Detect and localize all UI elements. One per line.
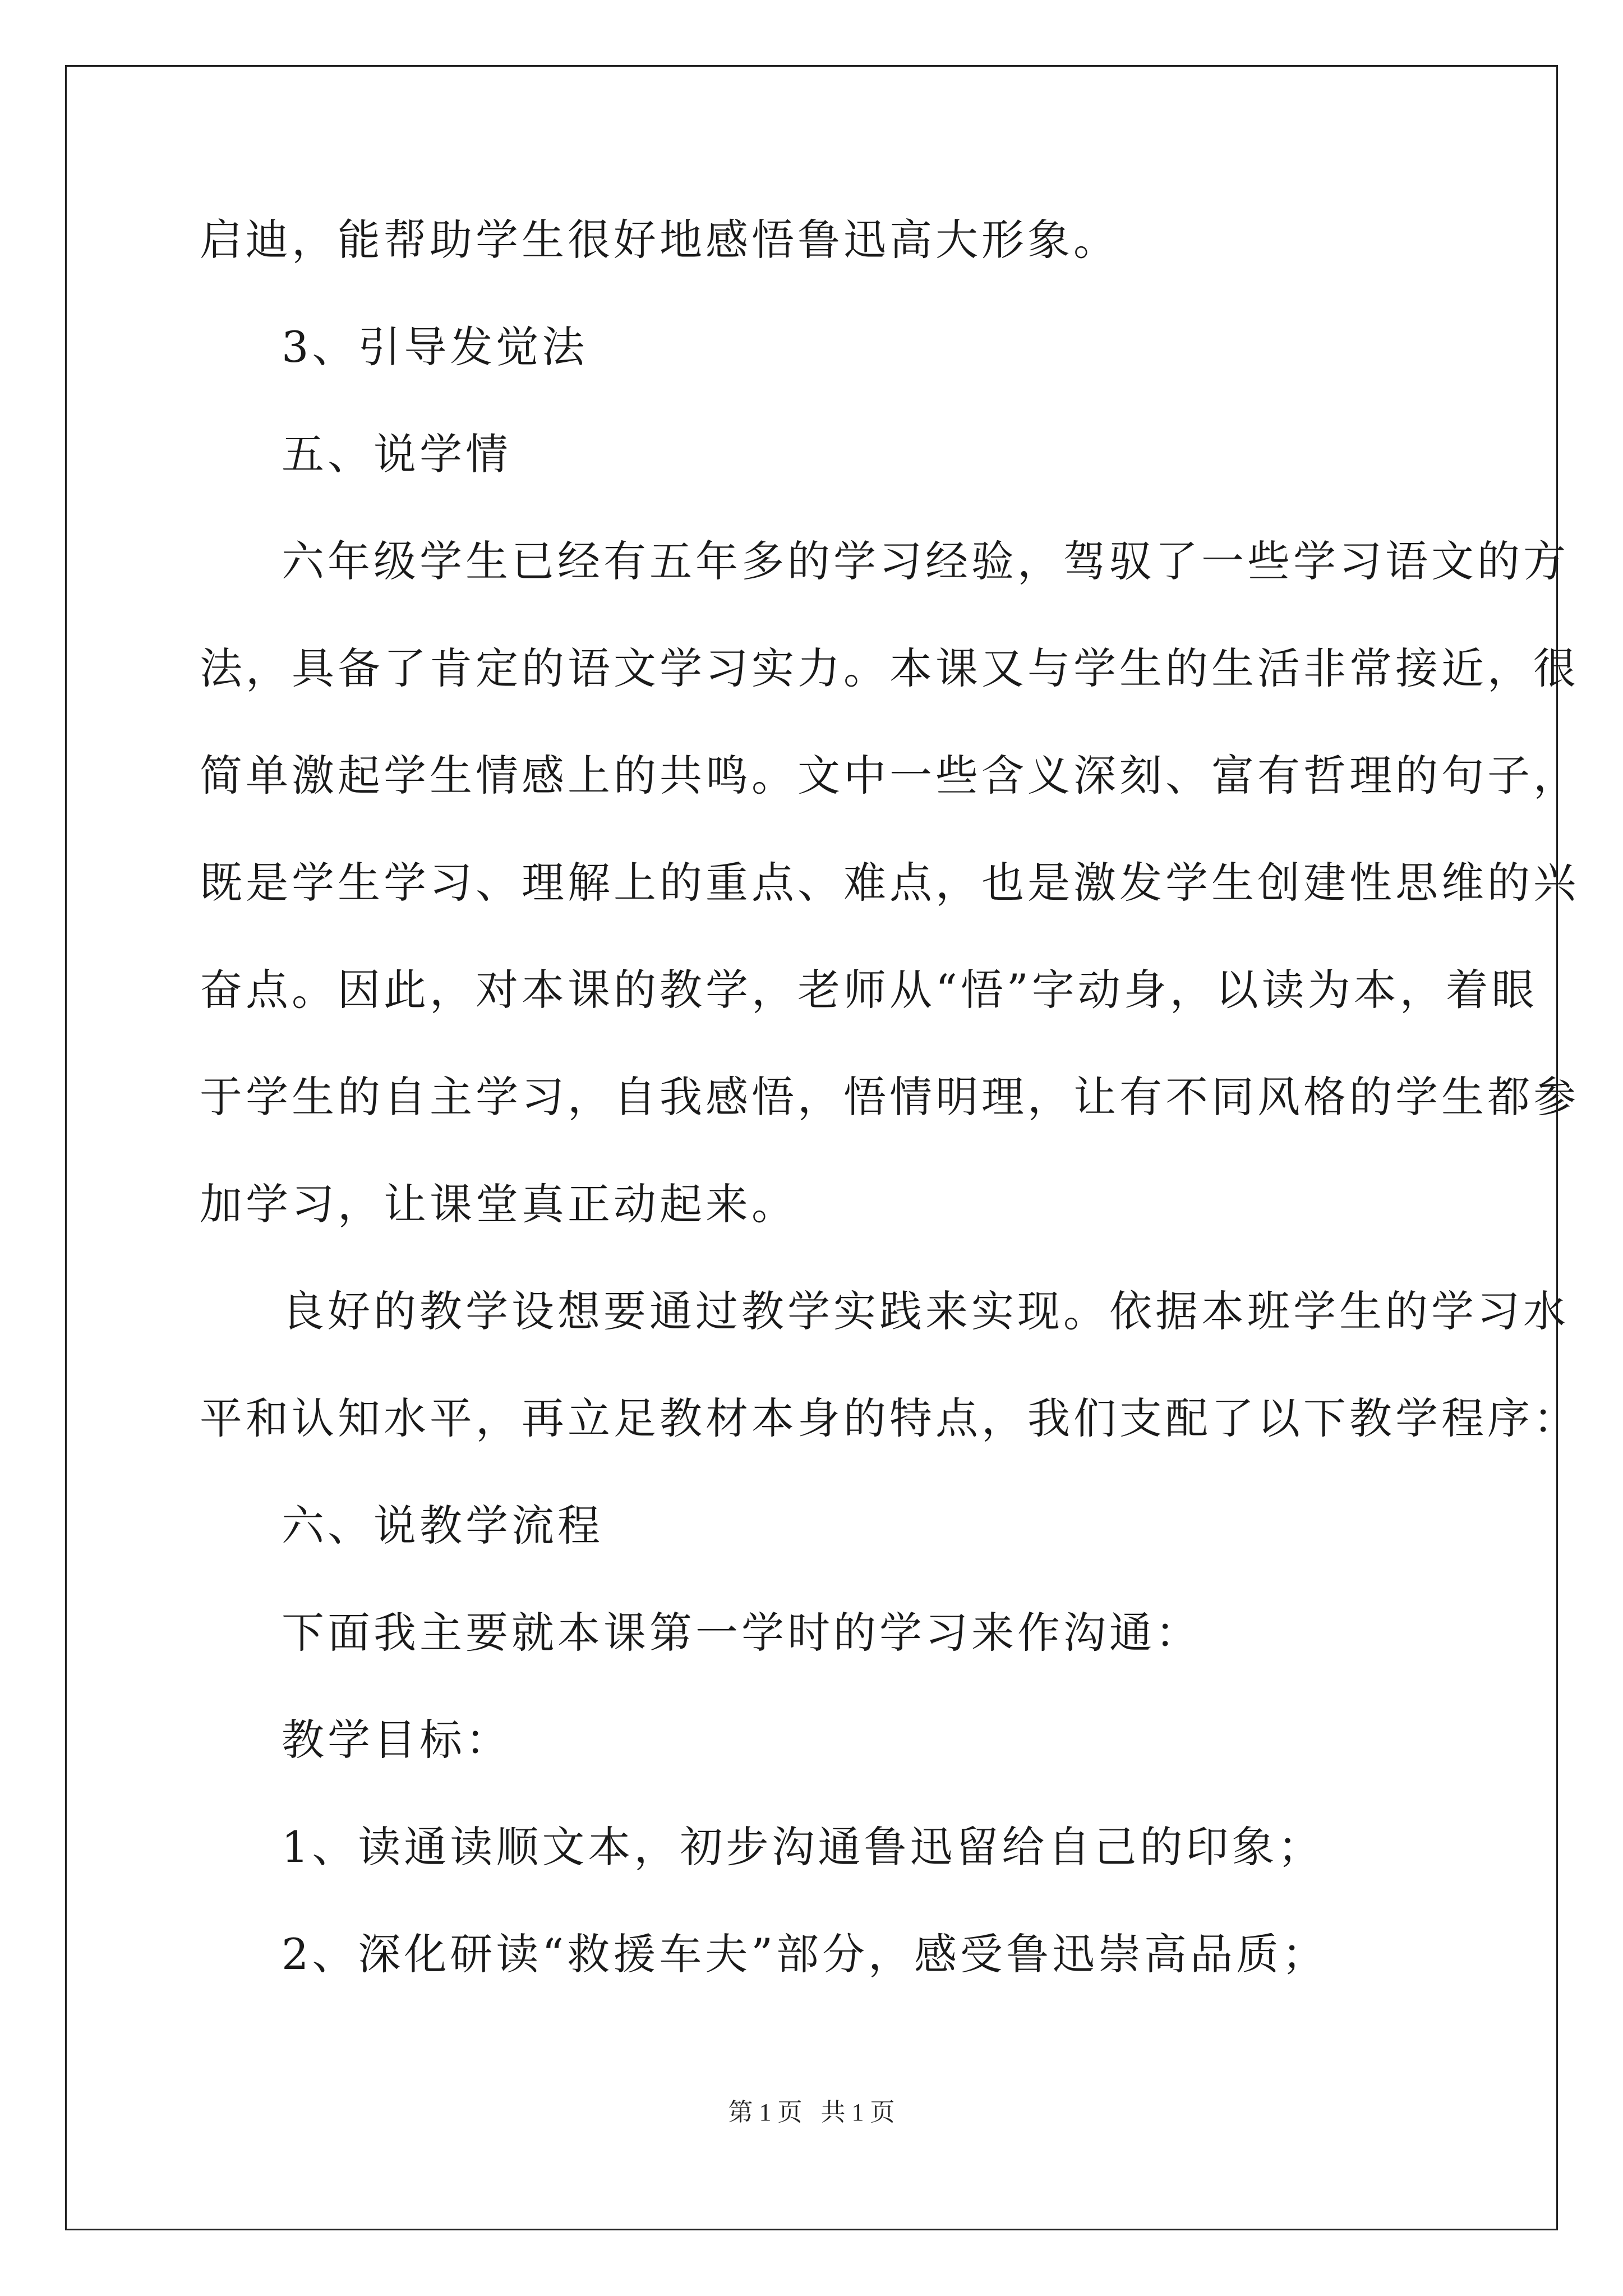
section-heading: 五、说学情 — [282, 429, 511, 479]
text-line: 于学生的自主学习，自我感悟，悟情明理，让有不同风格的学生都参 — [200, 1072, 1579, 1122]
list-item: 1、读通读顺文本，初步沟通鲁迅留给自己的印象； — [282, 1822, 1324, 1872]
text-line: 良好的教学设想要通过教学实践来实现。依据本班学生的学习水 — [282, 1286, 1569, 1336]
text-line: 奋点。因此，对本课的教学，老师从“悟”字动身，以读为本，着眼 — [200, 965, 1538, 1015]
text-line: 六年级学生已经有五年多的学习经验，驾驭了一些学习语文的方 — [282, 536, 1569, 586]
text-line: 既是学生学习、理解上的重点、难点，也是激发学生创建性思维的兴 — [200, 858, 1579, 908]
text-line: 3、引导发觉法 — [282, 322, 588, 372]
text-line: 简单激起学生情感上的共鸣。文中一些含义深刻、富有哲理的句子， — [200, 751, 1579, 800]
text-line: 下面我主要就本课第一学时的学习来作沟通： — [282, 1608, 1201, 1658]
text-line: 法，具备了肯定的语文学习实力。本课又与学生的生活非常接近，很 — [200, 643, 1579, 693]
list-item: 2、深化研读“救援车夫”部分，感受鲁迅崇高品质； — [282, 1929, 1329, 1979]
page-border — [65, 65, 1579, 2230]
text-line: 加学习，让课堂真正动起来。 — [200, 1179, 797, 1229]
text-line: 平和认知水平，再立足教材本身的特点，我们支配了以下教学程序： — [200, 1393, 1579, 1443]
text-line: 启迪，能帮助学生很好地感悟鲁迅高大形象。 — [200, 215, 1119, 265]
page-footer: 第 1 页 共 1 页 — [728, 2099, 895, 2126]
section-heading: 六、说教学流程 — [282, 1501, 603, 1550]
text-line: 教学目标： — [282, 1715, 511, 1765]
